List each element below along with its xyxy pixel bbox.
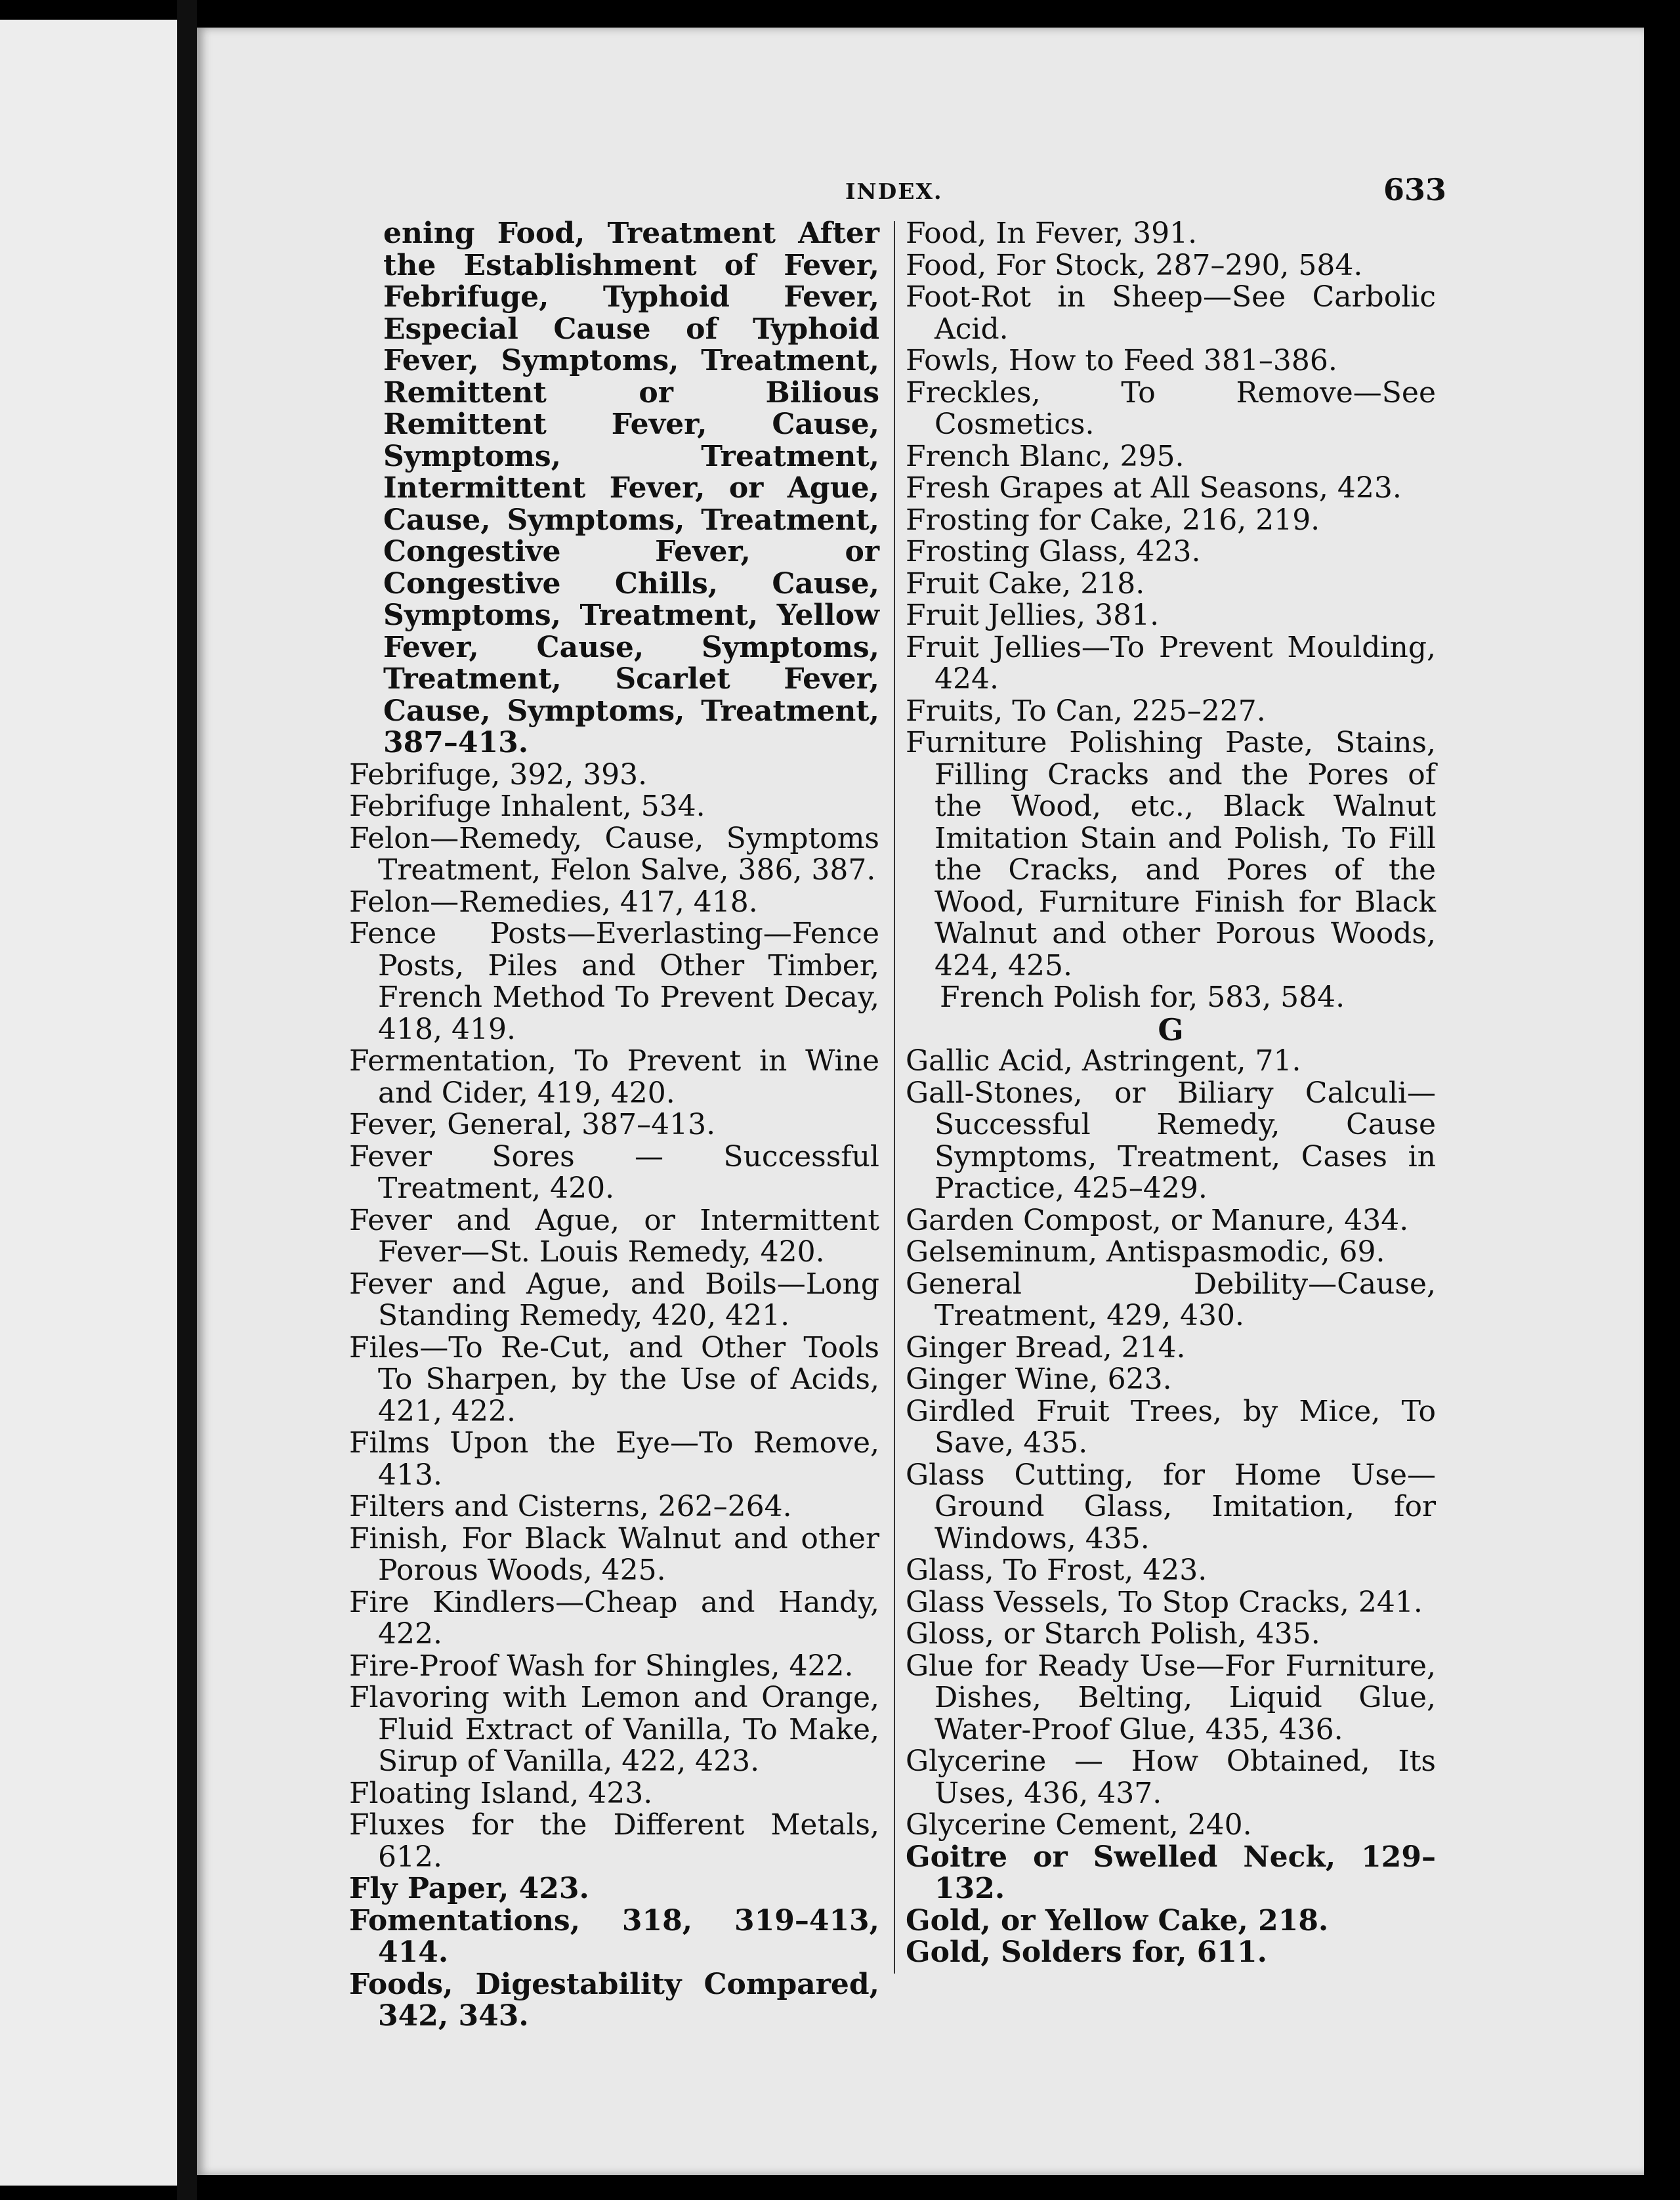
index-entry: Films Upon the Eye—To Remove, 413. bbox=[349, 1426, 879, 1492]
index-entry: Febrifuge, 392, 393. bbox=[349, 757, 648, 792]
index-entry: Finish, For Black Walnut and other Porous Woods, 425. bbox=[349, 1521, 879, 1587]
index-entry: Foot-Rot in Sheep—See Carbolic Acid. bbox=[906, 280, 1436, 346]
running-head: INDEX. bbox=[845, 179, 943, 204]
index-entry: Fire-Proof Wash for Shingles, 422. bbox=[349, 1649, 854, 1683]
index-entry: Food, For Stock, 287–290, 584. bbox=[906, 248, 1363, 282]
page-header bbox=[197, 159, 1644, 218]
index-entry: Gelseminum, Antispasmodic, 69. bbox=[906, 1235, 1385, 1269]
index-column-right bbox=[906, 218, 1436, 1969]
index-entry: Flavoring with Lemon and Orange, Fluid Extract of Vanilla, To Make, Sirup of Vanilla, 422, 423. bbox=[349, 1681, 879, 1778]
index-entry: Foods, Digestability Compared, 342, 343. bbox=[349, 1967, 879, 2033]
index-entry: Glass Cutting, for Home Use—Ground Glass, Imitation, for Windows, 435. bbox=[906, 1458, 1436, 1555]
index-entry: Floating Island, 423. bbox=[349, 1776, 653, 1810]
index-entry: Fever, General, 387–413. bbox=[349, 1108, 716, 1141]
index-entry: Ginger Bread, 214. bbox=[906, 1330, 1186, 1364]
index-entry: Fever Sores — Successful Treatment, 420. bbox=[349, 1139, 879, 1205]
index-entry: Gall-Stones, or Biliary Calculi—Successful Remedy, Cause Symptoms, Treatment, Cases in Practice, 425–429. bbox=[906, 1076, 1436, 1205]
index-entry: Fly Paper, 423. bbox=[349, 1872, 589, 1905]
index-entry: French Polish for, 583, 584. bbox=[940, 981, 1345, 1014]
index-entry: Fresh Grapes at All Seasons, 423. bbox=[906, 471, 1402, 505]
index-entry: Glycerine Cement, 240. bbox=[906, 1808, 1252, 1842]
index-entry: Fermentation, To Prevent in Wine and Cider, 419, 420. bbox=[349, 1044, 879, 1110]
index-entry: Gold, Solders for, 611. bbox=[906, 1936, 1267, 1969]
index-entry: Fruits, To Can, 225–227. bbox=[906, 694, 1266, 728]
section-letter: G bbox=[1158, 1011, 1184, 1047]
index-entry: Fruit Jellies—To Prevent Moulding, 424. bbox=[906, 630, 1436, 696]
index-entry: Filters and Cisterns, 262–264. bbox=[349, 1490, 792, 1523]
index-entry: Fire Kindlers—Cheap and Handy, 422. bbox=[349, 1585, 879, 1651]
index-entry: Febrifuge Inhalent, 534. bbox=[349, 790, 705, 823]
index-entry: Gallic Acid, Astringent, 71. bbox=[906, 1044, 1301, 1078]
index-entry: Fruit Jellies, 381. bbox=[906, 599, 1160, 632]
index-entry: Files—To Re-Cut, and Other Tools To Sharpen, by the Use of Acids, 421, 422. bbox=[349, 1330, 879, 1428]
index-entry: Frosting Glass, 423. bbox=[906, 535, 1201, 568]
index-entry: Girdled Fruit Trees, by Mice, To Save, 435. bbox=[906, 1394, 1436, 1460]
index-page bbox=[197, 28, 1644, 2175]
index-entry: Frosting for Cake, 216, 219. bbox=[906, 503, 1320, 537]
index-entry: Fever and Ague, or Intermittent Fever—St. Louis Remedy, 420. bbox=[349, 1203, 879, 1269]
index-entry: Glass Vessels, To Stop Cracks, 241. bbox=[906, 1585, 1423, 1619]
index-entry: Food, In Fever, 391. bbox=[906, 217, 1198, 250]
index-entry: General Debility—Cause, Treatment, 429, 430. bbox=[906, 1267, 1436, 1332]
book-spine bbox=[177, 0, 197, 2200]
index-entry: Felon—Remedy, Cause, Symptoms Treatment, Felon Salve, 386, 387. bbox=[349, 821, 879, 887]
index-entry: Felon—Remedies, 417, 418. bbox=[349, 885, 758, 919]
index-entry: Fomentations, 318, 319–413, 414. bbox=[349, 1903, 879, 1969]
index-entry: Gold, or Yellow Cake, 218. bbox=[906, 1903, 1329, 1937]
index-entry: Fluxes for the Different Metals, 612. bbox=[349, 1808, 879, 1874]
index-entry: Garden Compost, or Manure, 434. bbox=[906, 1203, 1409, 1237]
index-entry: Glass, To Frost, 423. bbox=[906, 1554, 1208, 1587]
index-entry: Fever and Ague, and Boils—Long Standing Remedy, 420, 421. bbox=[349, 1267, 879, 1332]
index-entry: Fence Posts—Everlasting—Fence Posts, Piles and Other Timber, French Method To Prevent Decay, 418, 419. bbox=[349, 917, 879, 1046]
index-entry: Fowls, How to Feed 381–386. bbox=[906, 344, 1337, 377]
index-entry: Gloss, or Starch Polish, 435. bbox=[906, 1617, 1320, 1651]
index-entry: Glue for Ready Use—For Furniture, Dishes, Belting, Liquid Glue, Water-Proof Glue, 435, 436. bbox=[906, 1649, 1436, 1746]
page-number: 633 bbox=[1383, 172, 1447, 207]
previous-page-edge bbox=[0, 20, 177, 2186]
index-entry: Freckles, To Remove—See Cosmetics. bbox=[906, 375, 1436, 441]
index-entry: Ginger Wine, 623. bbox=[906, 1363, 1172, 1396]
index-entry: Goitre or Swelled Neck, 129–132. bbox=[906, 1840, 1436, 1905]
column-divider bbox=[894, 221, 895, 1974]
index-entry: French Blanc, 295. bbox=[906, 439, 1185, 473]
index-entry: Fruit Cake, 218. bbox=[906, 566, 1145, 601]
index-entry: Furniture Polishing Paste, Stains, Filling Cracks and the Pores of the Wood, etc., Black Walnut Imitation Stain and Polish, To Fill the Cracks, and Pores of the Wood, Furniture Finish for Black Walnut and other Porous Woods, 424, 425. bbox=[906, 726, 1436, 983]
index-column-left bbox=[349, 218, 879, 2033]
index-entry: ening Food, Treatment After the Establishment of Fever, Febrifuge, Typhoid Fever, Especial Cause of Typhoid Fever, Symptoms, Treatment, Remittent or Bilious Remittent Fever, Cause, Symptoms, Treatment, Intermittent Fever, or Ague, Cause, Symptoms, Treatment, Congestive Fever, or Congestive Chills, Cause, Symptoms, Treatment, Yellow Fever, Cause, Symptoms, Treatment, Scarlet Fever, Cause, Symptoms, Treatment, 387–413. bbox=[383, 217, 879, 759]
index-entry: Glycerine — How Obtained, Its Uses, 436, 437. bbox=[906, 1745, 1436, 1810]
